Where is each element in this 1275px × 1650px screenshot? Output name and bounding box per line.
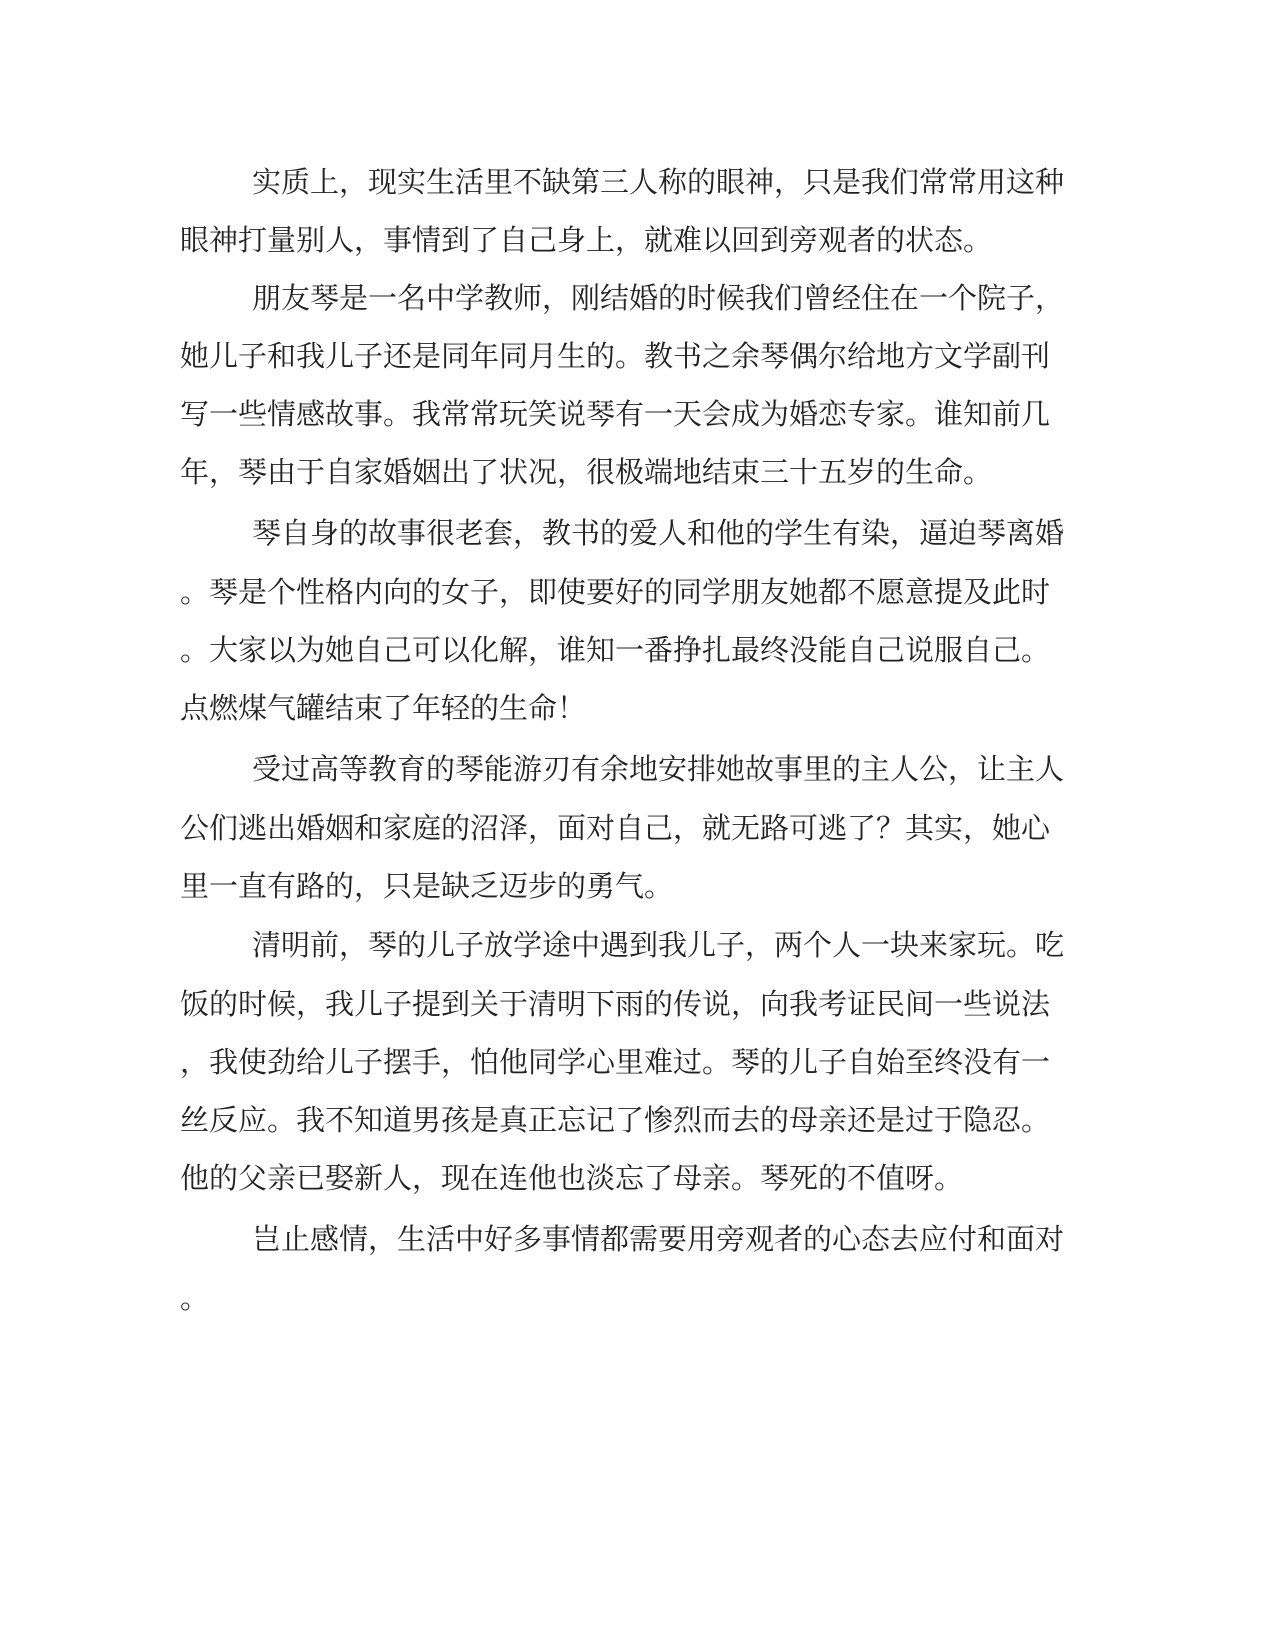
text-line: 年，琴由于自家婚姻出了状况，很极端地结束三十五岁的生命。 [180,455,993,489]
text-line: 饭的时候，我儿子提到关于清明下雨的传说，向我考证民间一些说法 [180,987,1051,1021]
text-line: 朋友琴是一名中学教师，刚结婚的时候我们曾经住在一个院子， [252,281,1065,315]
text-line: 琴自身的故事很老套，教书的爱人和他的学生有染，逼迫琴离婚 [252,516,1065,550]
text-line: 写一些情感故事。我常常玩笑说琴有一天会成为婚恋专家。谁知前几 [180,397,1051,431]
text-line: 眼神打量别人，事情到了自己身上，就难以回到旁观者的状态。 [180,223,993,257]
text-line: 丝反应。我不知道男孩是真正忘记了惨烈而去的母亲还是过于隐忍。 [180,1103,1051,1137]
text-line: 。琴是个性格内向的女子，即使要好的同学朋友她都不愿意提及此时 [180,575,1051,609]
text-line: 。 [180,1281,210,1315]
text-line: 公们逃出婚姻和家庭的沼泽，面对自己，就无路可逃了？其实，她心 [180,811,1051,845]
text-line: 实质上，现实生活里不缺第三人称的眼神，只是我们常常用这种 [252,165,1065,199]
text-line: 里一直有路的，只是缺乏迈步的勇气。 [180,869,674,903]
text-line: 点燃煤气罐结束了年轻的生命！ [180,691,587,725]
text-line: 受过高等教育的琴能游刃有余地安排她故事里的主人公，让主人 [252,752,1065,786]
text-line: ，我使劲给儿子摆手，怕他同学心里难过。琴的儿子自始至终没有一 [180,1045,1051,1079]
text-line: 他的父亲已娶新人，现在连他也淡忘了母亲。琴死的不值呀。 [180,1161,964,1195]
text-line: 岂止感情，生活中好多事情都需要用旁观者的心态去应付和面对 [252,1222,1065,1256]
text-line: 她儿子和我儿子还是同年同月生的。教书之余琴偶尔给地方文学副刊 [180,339,1051,373]
text-line: 。大家以为她自己可以化解，谁知一番挣扎最终没能自己说服自己。 [180,633,1051,667]
text-line: 清明前，琴的儿子放学途中遇到我儿子，两个人一块来家玩。吃 [252,928,1065,962]
